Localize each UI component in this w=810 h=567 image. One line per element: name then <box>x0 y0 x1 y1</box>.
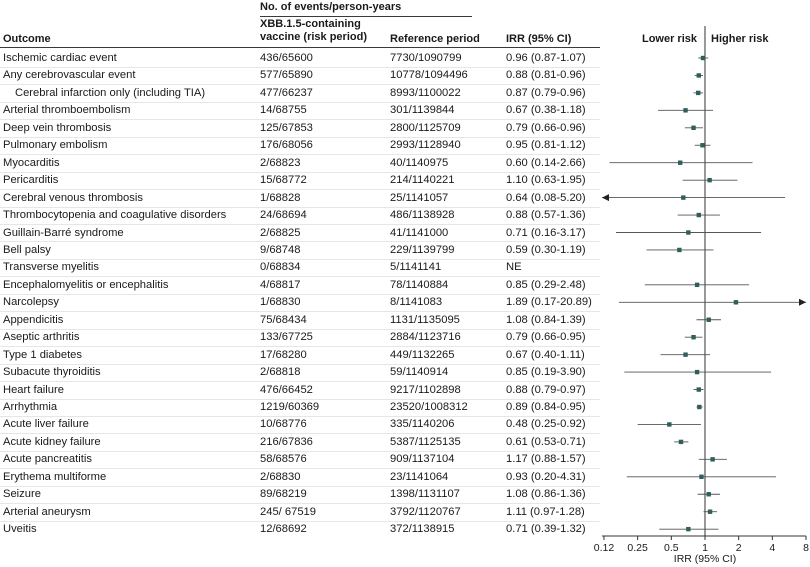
irr-cell: 1.17 (0.88-1.57) <box>506 453 586 466</box>
reference-period-cell: 5/1141141 <box>390 261 442 274</box>
outcome-cell: Thrombocytopenia and coagulative disorders <box>3 209 227 222</box>
ci-arrow-right <box>799 299 806 306</box>
reference-period-cell: 5387/1125135 <box>390 435 461 448</box>
reference-period-cell: 486/1138928 <box>390 209 455 222</box>
point-estimate <box>678 161 682 165</box>
risk-period-header-line1: XBB.1.5-containing <box>260 18 361 30</box>
x-tick-label: 0.12 <box>593 542 615 554</box>
legend-higher-risk: Higher risk <box>711 33 769 45</box>
point-estimate <box>697 213 701 217</box>
risk-period-cell: 15/68772 <box>260 174 307 187</box>
outcome-cell: Pulmonary embolism <box>3 139 108 152</box>
outcome-cell: Acute pancreatitis <box>3 453 92 466</box>
outcome-cell: Narcolepsy <box>3 296 59 309</box>
outcome-cell: Cerebral infarction only (including TIA) <box>15 86 206 99</box>
outcome-cell: Bell palsy <box>3 243 51 256</box>
risk-period-cell: 125/67853 <box>260 121 313 134</box>
reference-period-cell: 23520/1008312 <box>390 401 468 413</box>
outcome-cell: Uveitis <box>3 523 37 536</box>
reference-period-cell: 335/1140206 <box>390 418 455 431</box>
point-estimate <box>677 248 681 252</box>
point-estimate <box>691 126 695 130</box>
risk-period-cell: 9/68748 <box>260 243 301 256</box>
outcome-cell: Any cerebrovascular event <box>3 69 136 82</box>
risk-period-cell: 1/68830 <box>260 296 301 309</box>
outcome-cell: Heart failure <box>3 383 64 396</box>
reference-period-cell: 449/1132265 <box>390 348 455 361</box>
irr-cell: 0.67 (0.38-1.18) <box>506 104 586 117</box>
risk-period-cell: 89/68219 <box>260 488 307 501</box>
irr-cell: 1.89 (0.17-20.89) <box>506 296 592 309</box>
irr-cell: 0.71 (0.16-3.17) <box>506 226 586 239</box>
reference-period-cell: 7730/1090799 <box>390 52 462 64</box>
x-tick-label: 1 <box>702 542 708 554</box>
events-group-header: No. of events/person-years <box>260 1 402 13</box>
outcome-cell: Type 1 diabetes <box>3 348 82 361</box>
reference-period-cell: 10778/1094496 <box>390 69 468 82</box>
group-header-rule <box>260 16 472 17</box>
outcome-cell: Erythema multiforme <box>3 470 107 483</box>
outcome-cell: Ischemic cardiac event <box>3 52 117 64</box>
risk-period-cell: 10/68776 <box>260 418 307 431</box>
risk-period-cell: 477/66237 <box>260 86 313 99</box>
point-estimate <box>707 318 711 322</box>
irr-cell: 0.93 (0.20-4.31) <box>506 470 586 483</box>
reference-period-cell: 372/1138915 <box>390 523 455 536</box>
risk-period-cell: 24/68694 <box>260 209 307 222</box>
point-estimate <box>699 475 703 479</box>
irr-cell: 0.85 (0.19-3.90) <box>506 366 586 379</box>
risk-period-cell: 1/68828 <box>260 191 301 204</box>
risk-period-cell: 577/65890 <box>260 69 313 82</box>
risk-period-cell: 12/68692 <box>260 523 307 536</box>
x-tick-label: 8 <box>803 542 809 554</box>
reference-period-cell: 1131/1135095 <box>390 313 460 326</box>
risk-period-cell: 476/66452 <box>260 383 313 396</box>
irr-cell: 0.89 (0.84-0.95) <box>506 401 586 413</box>
point-estimate <box>691 335 695 339</box>
forest-plot <box>593 0 810 567</box>
reference-period-cell: 214/1140221 <box>390 174 455 187</box>
point-estimate <box>697 387 701 391</box>
irr-cell: 0.88 (0.81-0.96) <box>506 69 586 82</box>
irr-header: IRR (95% CI) <box>506 33 572 45</box>
point-estimate <box>667 422 671 426</box>
outcome-cell: Acute liver failure <box>3 418 89 431</box>
reference-period-cell: 2800/1125709 <box>390 121 461 134</box>
irr-cell: 0.87 (0.79-0.96) <box>506 86 586 99</box>
reference-period-header: Reference period <box>390 33 480 45</box>
risk-period-cell: 2/68823 <box>260 156 301 169</box>
point-estimate <box>708 510 712 514</box>
reference-period-cell: 909/1137104 <box>390 453 455 466</box>
irr-cell: 0.67 (0.40-1.11) <box>506 348 585 361</box>
point-estimate <box>695 370 699 374</box>
risk-period-cell: 17/68280 <box>260 348 307 361</box>
risk-period-cell: 436/65600 <box>260 52 313 64</box>
point-estimate <box>679 440 683 444</box>
irr-cell: 0.61 (0.53-0.71) <box>506 435 586 448</box>
irr-cell: 0.60 (0.14-2.66) <box>506 156 586 169</box>
reference-period-cell: 8/1141083 <box>390 296 443 309</box>
outcome-cell: Arrhythmia <box>3 401 58 413</box>
risk-period-cell: 2/68825 <box>260 226 301 239</box>
x-tick-label: 2 <box>735 542 742 554</box>
x-tick-label: 0.25 <box>627 542 648 554</box>
reference-period-cell: 8993/1100022 <box>390 86 461 99</box>
x-tick-label: 0.5 <box>664 542 679 554</box>
risk-period-cell: 2/68830 <box>260 470 301 483</box>
outcome-header: Outcome <box>3 33 51 45</box>
irr-cell: 0.79 (0.66-0.96) <box>506 121 586 134</box>
outcome-cell: Myocarditis <box>3 156 60 169</box>
reference-period-cell: 41/1141000 <box>390 226 449 239</box>
reference-period-cell: 229/1139799 <box>390 243 455 256</box>
outcome-cell: Acute kidney failure <box>3 435 101 448</box>
outcome-cell: Pericarditis <box>3 174 59 187</box>
point-estimate <box>707 492 711 496</box>
point-estimate <box>683 108 687 112</box>
outcome-cell: Aseptic arthritis <box>3 331 80 344</box>
outcome-cell: Transverse myelitis <box>3 261 99 274</box>
point-estimate <box>710 457 714 461</box>
risk-period-cell: 4/68817 <box>260 278 301 291</box>
reference-period-cell: 23/1141064 <box>390 470 449 483</box>
point-estimate <box>707 178 711 182</box>
x-tick-label: 4 <box>769 542 776 554</box>
risk-period-cell: 2/68818 <box>260 366 301 379</box>
irr-cell: 0.95 (0.81-1.12) <box>506 139 586 152</box>
point-estimate <box>683 352 687 356</box>
outcome-cell: Arterial aneurysm <box>3 505 91 518</box>
reference-period-cell: 78/1140884 <box>390 278 449 291</box>
reference-period-cell: 2993/1128940 <box>390 139 461 152</box>
point-estimate <box>695 283 699 287</box>
point-estimate <box>697 73 701 77</box>
irr-cell: 0.85 (0.29-2.48) <box>506 278 586 291</box>
point-estimate <box>681 195 685 199</box>
header-bottom-rule <box>0 47 600 48</box>
outcome-cell: Guillain-Barré syndrome <box>3 226 124 239</box>
plot-layer <box>594 26 809 554</box>
irr-cell: 0.96 (0.87-1.07) <box>506 52 586 64</box>
x-axis-label: IRR (95% CI) <box>673 553 737 565</box>
reference-period-cell: 9217/1102898 <box>390 383 461 396</box>
risk-period-cell: 58/68576 <box>260 453 307 466</box>
risk-period-cell: 75/68434 <box>260 313 307 326</box>
point-estimate <box>686 230 690 234</box>
point-estimate <box>700 143 704 147</box>
point-estimate <box>696 91 700 95</box>
irr-cell: 0.88 (0.79-0.97) <box>506 383 586 396</box>
irr-cell: 1.08 (0.84-1.39) <box>506 313 586 326</box>
reference-period-cell: 2884/1123716 <box>390 331 461 344</box>
irr-cell: 0.64 (0.08-5.20) <box>506 191 586 204</box>
outcome-cell: Arterial thromboembolism <box>3 104 131 117</box>
outcome-cell: Appendicitis <box>3 313 64 326</box>
irr-cell: 0.79 (0.66-0.95) <box>506 331 586 344</box>
irr-cell: 0.48 (0.25-0.92) <box>506 418 586 431</box>
risk-period-cell: 1219/60369 <box>260 401 320 413</box>
point-estimate <box>697 405 701 409</box>
risk-period-cell: 0/68834 <box>260 261 301 274</box>
reference-period-cell: 1398/1131107 <box>390 488 460 501</box>
reference-period-cell: 25/1141057 <box>390 191 449 204</box>
reference-period-cell: 40/1140975 <box>390 156 449 169</box>
legend-lower-risk: Lower risk <box>641 33 697 45</box>
reference-period-cell: 59/1140914 <box>390 366 449 379</box>
irr-cell: NE <box>506 261 522 274</box>
outcome-cell: Cerebral venous thrombosis <box>3 191 143 204</box>
risk-period-cell: 176/68056 <box>260 139 313 152</box>
ci-arrow-left <box>602 194 609 201</box>
point-estimate <box>734 300 738 304</box>
irr-cell: 0.59 (0.30-1.19) <box>506 243 586 256</box>
reference-period-cell: 301/1139844 <box>390 104 455 117</box>
point-estimate <box>686 527 690 531</box>
outcome-cell: Subacute thyroiditis <box>3 366 101 379</box>
risk-period-header-line2: vaccine (risk period) <box>260 31 367 43</box>
irr-cell: 0.71 (0.39-1.32) <box>506 523 586 536</box>
risk-period-cell: 245/ 67519 <box>260 505 316 518</box>
point-estimate <box>701 56 705 60</box>
irr-cell: 1.10 (0.63-1.95) <box>506 174 586 187</box>
outcome-cell: Deep vein thrombosis <box>3 121 112 134</box>
reference-period-cell: 3792/1120767 <box>390 505 461 518</box>
risk-period-cell: 14/68755 <box>260 104 307 117</box>
outcome-cell: Seizure <box>3 488 41 501</box>
irr-cell: 1.11 (0.97-1.28) <box>506 505 585 518</box>
risk-period-cell: 216/67836 <box>260 435 313 448</box>
irr-cell: 0.88 (0.57-1.36) <box>506 209 586 222</box>
risk-period-cell: 133/67725 <box>260 331 313 344</box>
outcome-cell: Encephalomyelitis or encephalitis <box>3 278 169 291</box>
irr-cell: 1.08 (0.86-1.36) <box>506 488 586 501</box>
